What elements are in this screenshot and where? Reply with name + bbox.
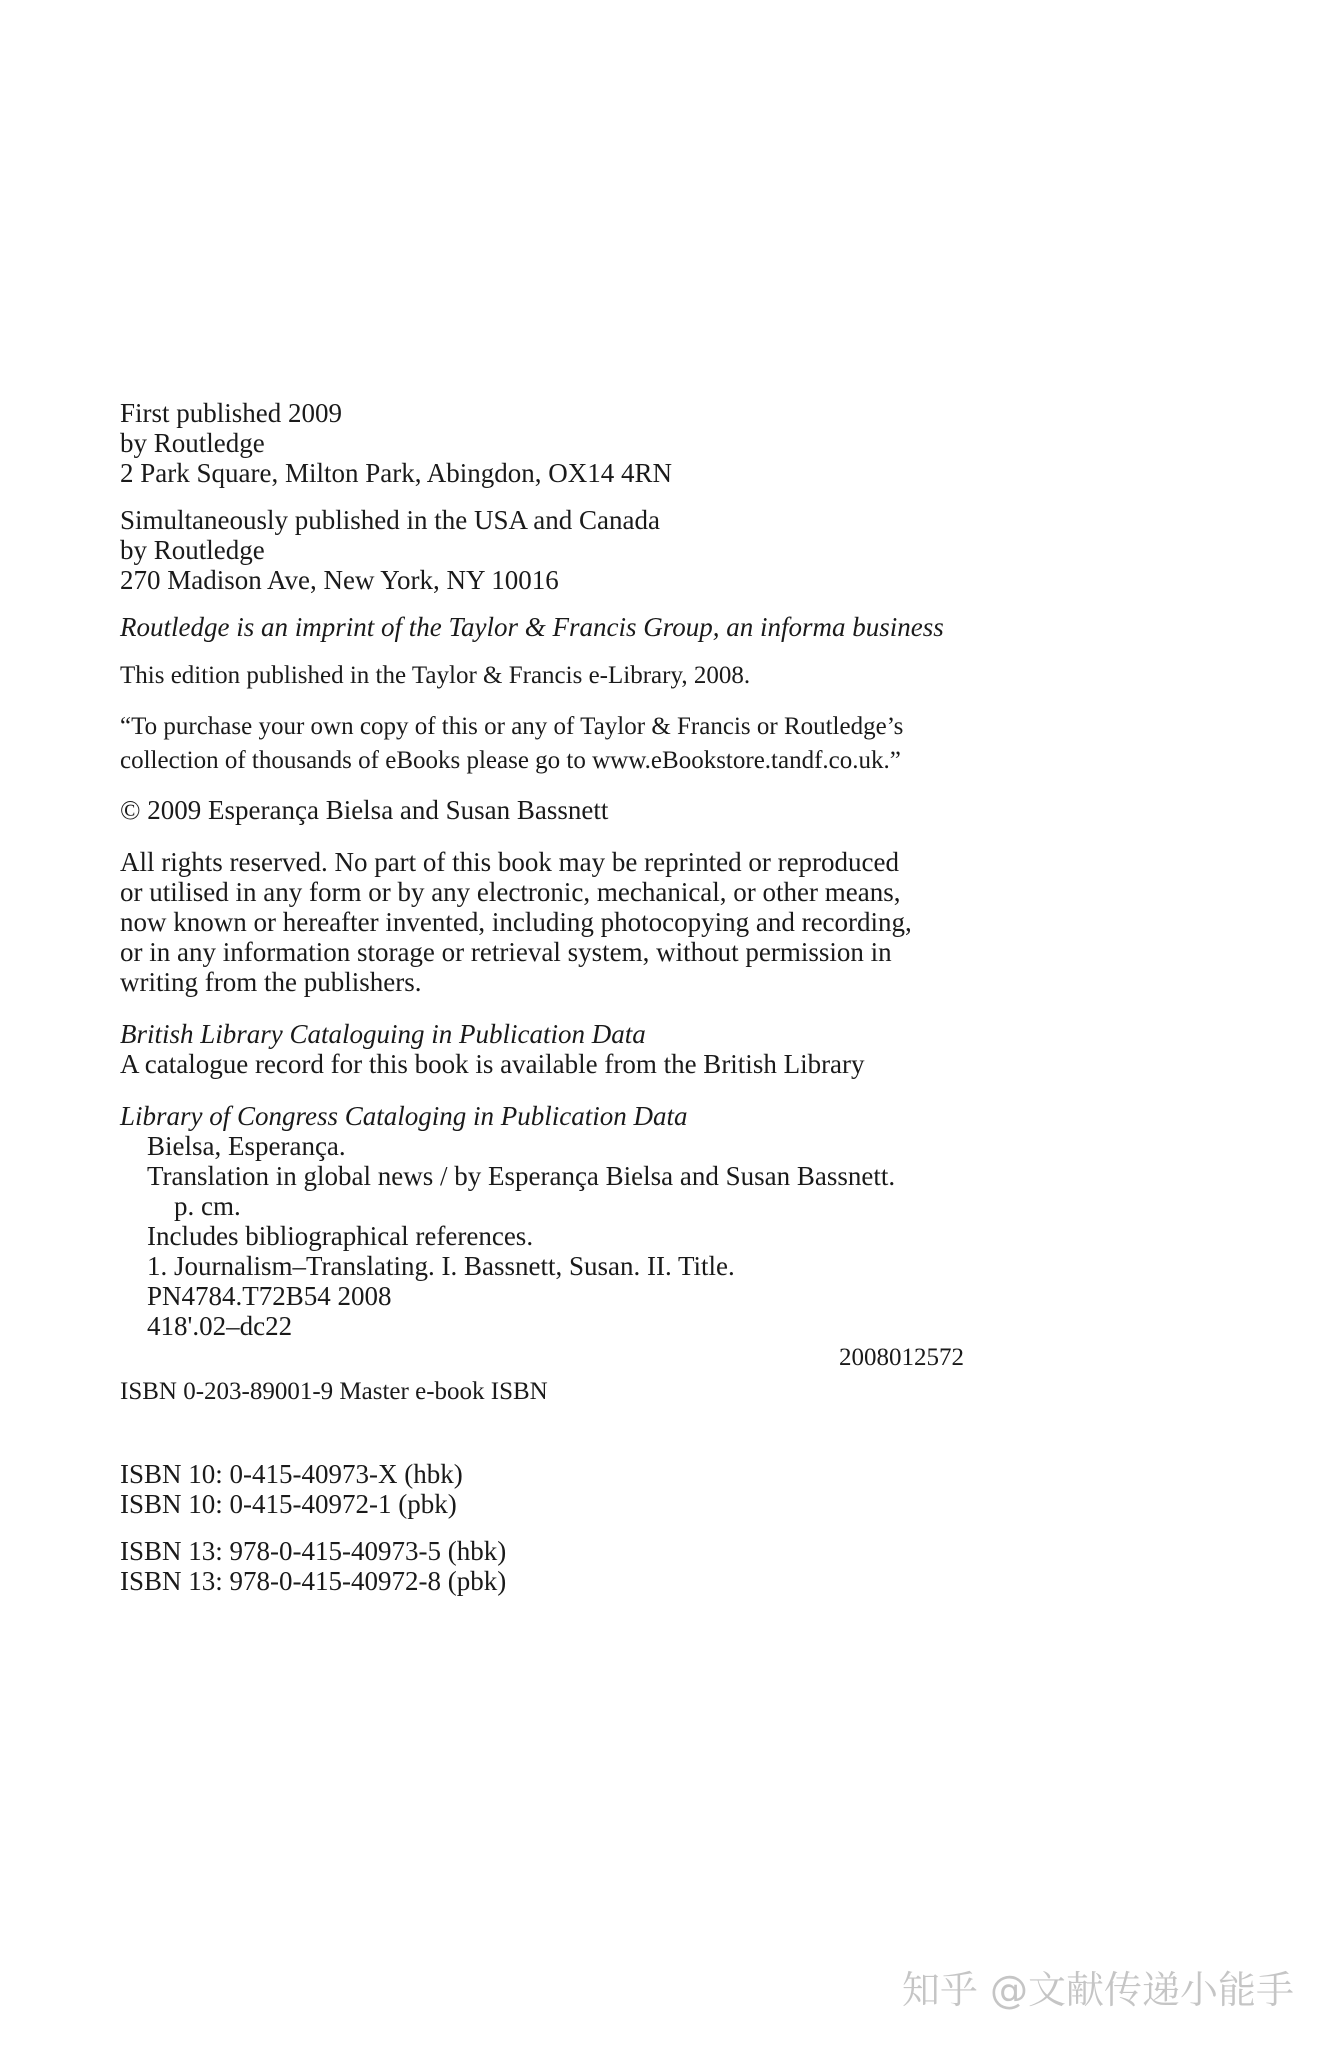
loc-author: Bielsa, Esperança. xyxy=(147,1131,346,1161)
loc-heading: Library of Congress Cataloging in Publication Data xyxy=(120,1101,688,1131)
zhihu-watermark: 知乎 @文献传递小能手 xyxy=(901,1968,1294,2012)
rights-line: All rights reserved. No part of this book may be reprinted or reproduced xyxy=(120,847,900,877)
isbn13-pbk: ISBN 13: 978-0-415-40972-8 (pbk) xyxy=(120,1566,507,1596)
rights-line: or in any information storage or retrieval system, without permission in xyxy=(120,937,892,967)
loc-dewey: 418'.02–dc22 xyxy=(147,1311,293,1341)
publisher-address-uk: 2 Park Square, Milton Park, Abingdon, OX14 4RN xyxy=(120,458,672,488)
rights-line: now known or hereafter invented, including photocopying and recording, xyxy=(120,907,912,937)
publisher-line-1: by Routledge xyxy=(120,428,265,458)
first-published: First published 2009 xyxy=(120,398,343,428)
rights-line: or utilised in any form or by any electronic, mechanical, or other means, xyxy=(120,877,901,907)
loc-control-number: 2008012572 xyxy=(839,1344,964,1371)
isbn10-hbk: ISBN 10: 0-415-40973-X (hbk) xyxy=(120,1459,463,1489)
loc-pages: p. cm. xyxy=(174,1191,241,1221)
ebook-purchase-line-1: “To purchase your own copy of this or any of Taylor & Francis or Routledge’s xyxy=(120,713,904,740)
isbn13-hbk: ISBN 13: 978-0-415-40973-5 (hbk) xyxy=(120,1536,507,1566)
loc-classification: PN4784.T72B54 2008 xyxy=(147,1281,392,1311)
isbn-master: ISBN 0-203-89001-9 Master e-book ISBN xyxy=(120,1378,548,1405)
british-library-heading: British Library Cataloguing in Publication Data xyxy=(120,1019,646,1049)
loc-title: Translation in global news / by Esperança Bielsa and Susan Bassnett. xyxy=(147,1161,896,1191)
publisher-line-2: by Routledge xyxy=(120,535,265,565)
copyright-page xyxy=(120,398,1120,1596)
simultaneous-publication: Simultaneously published in the USA and Canada xyxy=(120,505,660,535)
ebook-edition: This edition published in the Taylor & Francis e-Library, 2008. xyxy=(120,662,751,689)
isbn10-pbk: ISBN 10: 0-415-40972-1 (pbk) xyxy=(120,1489,457,1519)
loc-subjects: 1. Journalism–Translating. I. Bassnett, Susan. II. Title. xyxy=(147,1251,735,1281)
imprint-statement: Routledge is an imprint of the Taylor & Francis Group, an informa business xyxy=(120,612,944,642)
rights-statement xyxy=(120,847,1120,997)
publisher-address-us: 270 Madison Ave, New York, NY 10016 xyxy=(120,565,559,595)
copyright-notice: © 2009 Esperança Bielsa and Susan Bassnett xyxy=(120,795,609,825)
loc-references: Includes bibliographical references. xyxy=(147,1221,534,1251)
rights-line: writing from the publishers. xyxy=(120,967,422,997)
ebook-purchase-line-2: collection of thousands of eBooks please go to www.eBookstore.tandf.co.uk.” xyxy=(120,747,901,774)
british-library-text: A catalogue record for this book is available from the British Library xyxy=(120,1049,865,1079)
